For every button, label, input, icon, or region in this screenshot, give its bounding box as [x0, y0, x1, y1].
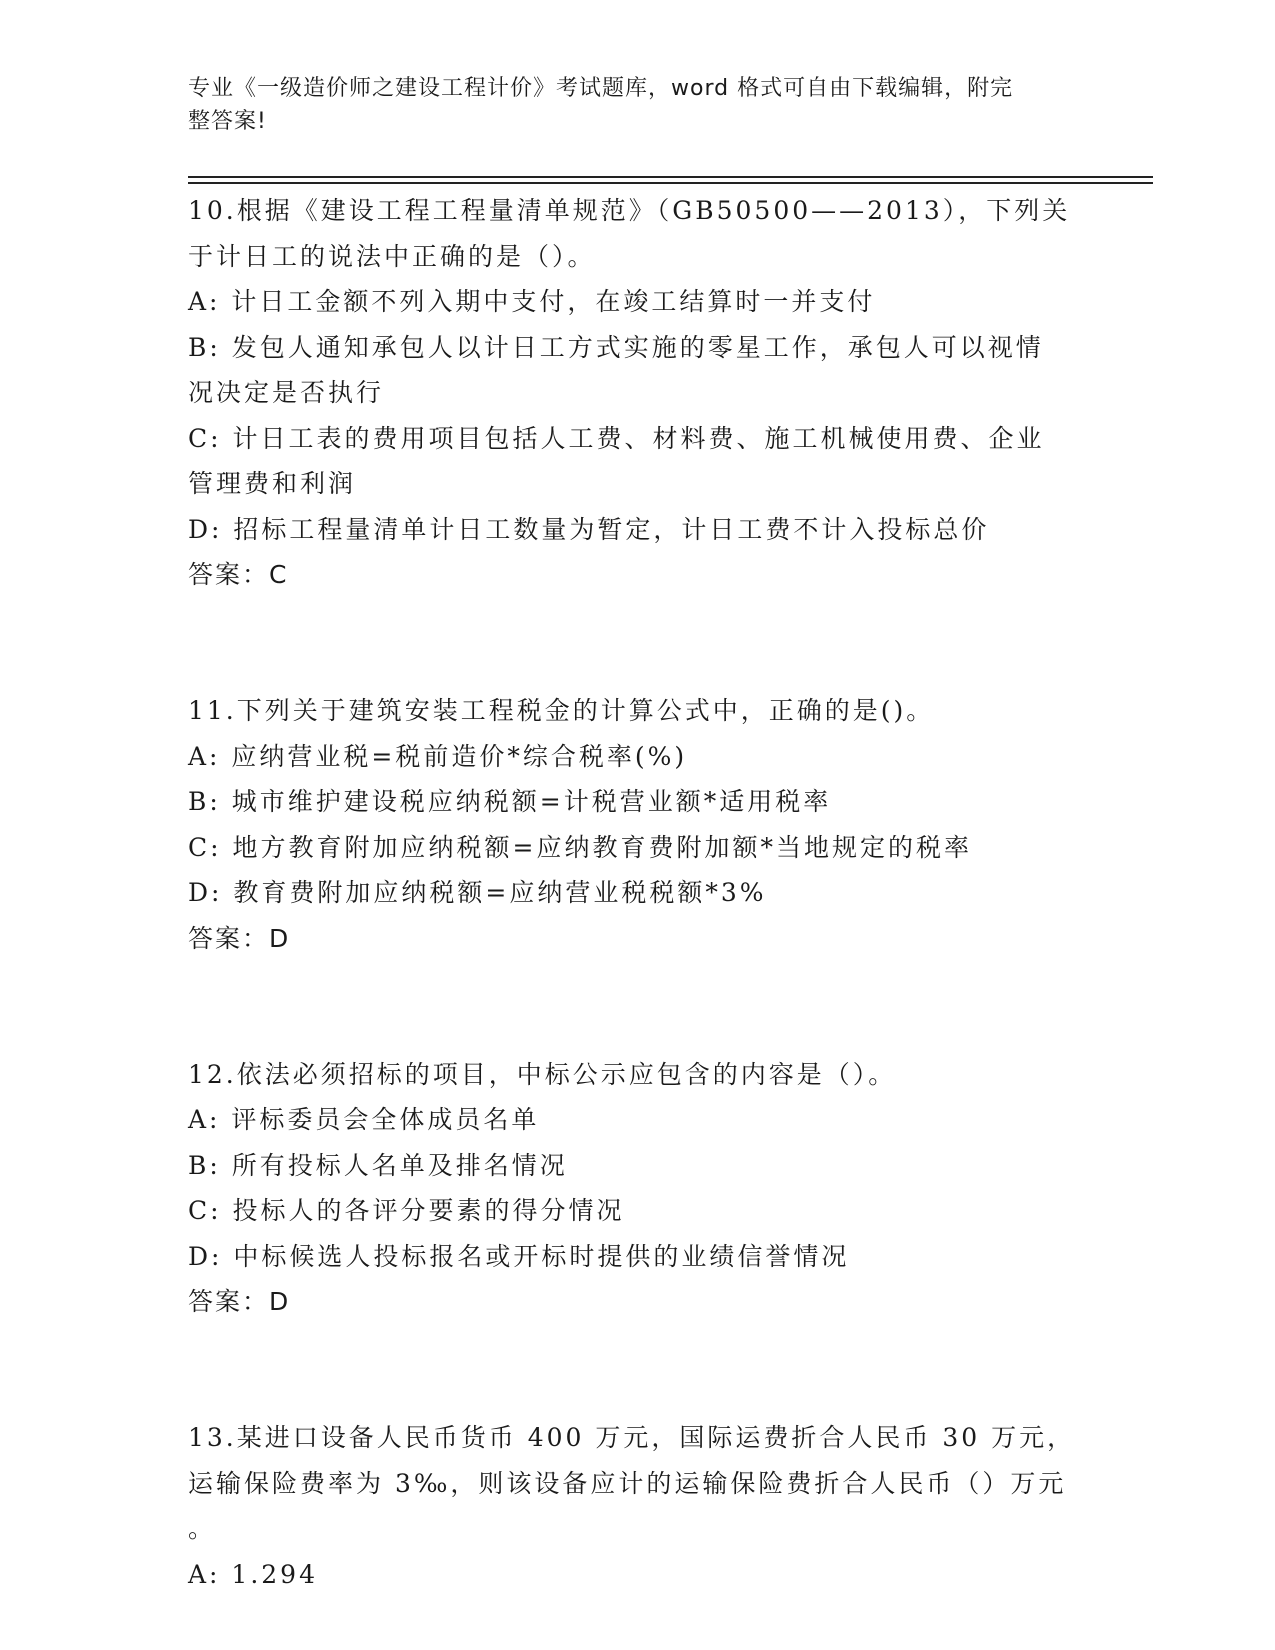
option-b-continued: 况决定是否执行	[188, 378, 385, 407]
question-text-line: 11.下列关于建筑安装工程税金的计算公式中，正确的是()。	[188, 696, 935, 725]
option-a: A: 评标委员会全体成员名单	[188, 1105, 540, 1134]
option-a: A: 应纳营业税=税前造价*综合税率(%)	[188, 741, 688, 771]
question-list	[188, 188, 1088, 1597]
option-b: B: 城市维护建设税应纳税额=计税营业额*适用税率	[188, 787, 832, 816]
option-d: D: 招标工程量清单计日工数量为暂定，计日工费不计入投标总价	[188, 514, 990, 544]
option-c: C: 计日工表的费用项目包括人工费、材料费、施工机械使用费、企业	[188, 423, 1045, 453]
document-header	[188, 72, 1088, 138]
question-spacer	[188, 962, 1088, 1052]
question-10	[188, 188, 1088, 598]
header-line-1: 专业《一级造价师之建设工程计价》考试题库，word 格式可自由下载编辑，附完	[188, 76, 1014, 101]
answer-line: 答案：D	[188, 1287, 291, 1316]
option-c: C: 投标人的各评分要素的得分情况	[188, 1196, 625, 1225]
option-d: D: 教育费附加应纳税额=应纳营业税税额*3%	[188, 878, 767, 907]
header-line-2: 整答案!	[188, 109, 267, 134]
answer-line: 答案：C	[188, 560, 289, 589]
option-a: A: 1.294	[188, 1559, 318, 1589]
header-rule-top	[188, 176, 1153, 178]
question-text-line: 。	[188, 1514, 217, 1543]
option-b: B: 发包人通知承包人以计日工方式实施的零星工作，承包人可以视情	[188, 332, 1044, 362]
option-c: C: 地方教育附加应纳税额=应纳教育费附加额*当地规定的税率	[188, 832, 972, 862]
question-text-line: 13.某进口设备人民币货币 400 万元，国际运费折合人民币 30 万元，	[188, 1423, 1076, 1452]
option-d: D: 中标候选人投标报名或开标时提供的业绩信誉情况	[188, 1241, 850, 1271]
question-text-line: 10.根据《建设工程工程量清单规范》（GB50500——2013），下列关	[188, 196, 1071, 225]
answer-line: 答案：D	[188, 923, 291, 953]
question-13	[188, 1415, 1088, 1597]
option-b: B: 所有投标人名单及排名情况	[188, 1150, 568, 1180]
question-text-line: 于计日工的说法中正确的是（）。	[188, 241, 596, 271]
option-c-continued: 管理费和利润	[188, 469, 357, 498]
header-rule-bottom	[188, 182, 1153, 184]
option-a: A: 计日工金额不列入期中支付，在竣工结算时一并支付	[188, 287, 876, 316]
question-11	[188, 688, 1088, 962]
question-text-line: 运输保险费率为 3‰，则该设备应计的运输保险费折合人民币（）万元	[188, 1468, 1067, 1498]
question-text-line: 12.依法必须招标的项目，中标公示应包含的内容是（）。	[188, 1059, 897, 1089]
question-spacer	[188, 598, 1088, 688]
question-12	[188, 1052, 1088, 1326]
question-spacer	[188, 1325, 1088, 1415]
